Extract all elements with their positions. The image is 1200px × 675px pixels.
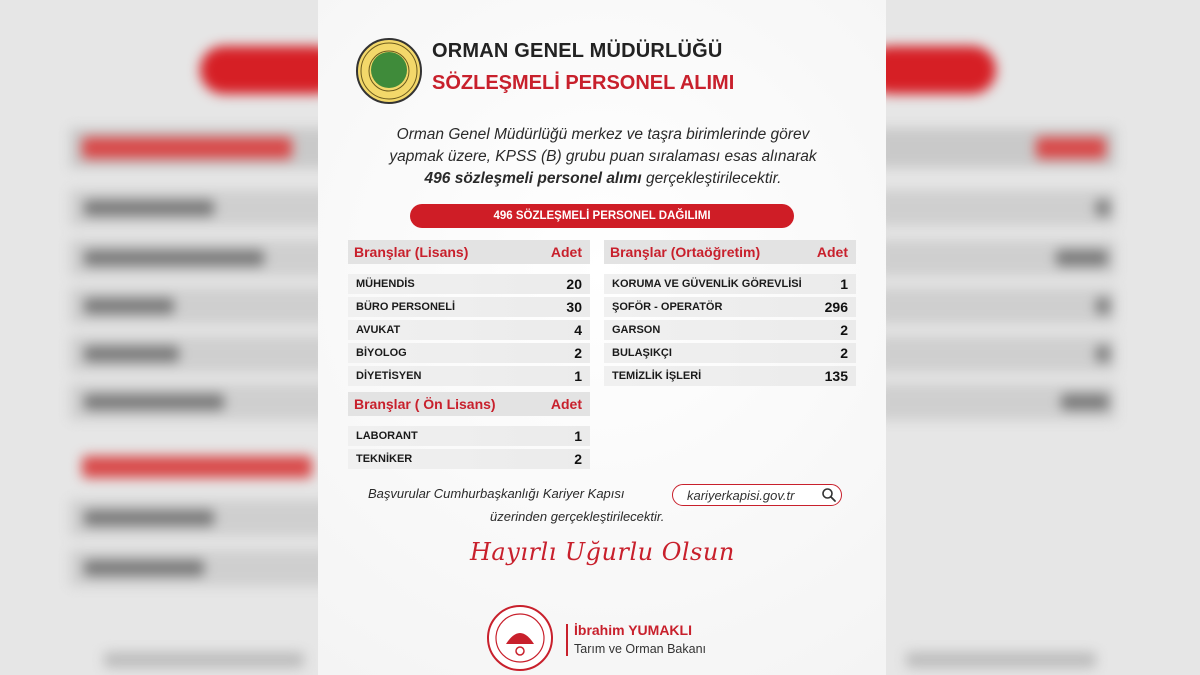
signature-greeting: Hayırlı Uğurlu Olsun	[470, 538, 735, 566]
branch-count: 1	[840, 276, 848, 292]
announcement-poster	[318, 0, 886, 675]
table-row	[604, 320, 856, 340]
branch-name: DİYETİSYEN	[356, 370, 422, 382]
branch-count: 1	[574, 368, 582, 384]
blurred-background-right	[886, 0, 1200, 675]
branch-count: 20	[566, 276, 582, 292]
ministry-seal-icon	[486, 604, 554, 672]
table-row	[604, 343, 856, 363]
intro-line-3	[348, 168, 858, 190]
minister-title: Tarım ve Orman Bakanı	[574, 642, 706, 656]
tree-emblem-icon	[371, 52, 407, 88]
intro-line-3-rest: gerçekleştirilecektir.	[641, 170, 782, 187]
table-ortaogretim	[604, 240, 856, 389]
career-portal-link[interactable]	[672, 484, 842, 506]
branch-name: LABORANT	[356, 430, 418, 442]
blurred-background-left	[0, 0, 318, 675]
branch-count: 2	[574, 451, 582, 467]
org-name-title: ORMAN GENEL MÜDÜRLÜĞÜ	[432, 40, 723, 62]
table-header-branch: Branşlar (Ortaöğretim)	[610, 244, 761, 260]
table-lisans	[348, 240, 590, 389]
branch-count: 135	[824, 368, 848, 384]
branch-name: MÜHENDİS	[356, 278, 415, 290]
branch-name: BÜRO PERSONELİ	[356, 301, 456, 313]
branch-name: TEMİZLİK İŞLERİ	[612, 370, 702, 382]
table-row	[348, 426, 590, 446]
branch-name: BİYOLOG	[356, 347, 407, 359]
branch-count: 30	[566, 299, 582, 315]
table-header	[604, 240, 856, 264]
table-header	[348, 240, 590, 264]
career-portal-url[interactable]: kariyerkapisi.gov.tr	[687, 487, 795, 503]
table-row	[348, 320, 590, 340]
recruitment-subtitle: SÖZLEŞMELİ PERSONEL ALIMI	[432, 72, 735, 94]
intro-paragraph	[348, 124, 858, 190]
table-header-branch: Branşlar (Lisans)	[354, 244, 469, 260]
intro-line-1: Orman Genel Müdürlüğü merkez ve taşra birimlerinde görev	[396, 126, 810, 143]
separator	[566, 624, 568, 656]
table-header	[348, 392, 590, 416]
table-row	[604, 366, 856, 386]
intro-highlight: 496 sözleşmeli personel alımı	[424, 170, 642, 187]
branch-name: KORUMA VE GÜVENLİK GÖREVLİSİ	[612, 278, 802, 290]
branch-name: ŞOFÖR - OPERATÖR	[612, 301, 723, 313]
branch-name: GARSON	[612, 324, 661, 336]
table-row	[348, 297, 590, 317]
branch-name: TEKNİKER	[356, 453, 413, 465]
application-text-1: Başvurular Cumhurbaşkanlığı Kariyer Kapısı	[368, 486, 625, 501]
ogm-logo	[356, 38, 422, 104]
branch-count: 2	[574, 345, 582, 361]
intro-line-2: yapmak üzere, KPSS (B) grubu puan sıralaması esas alınarak	[389, 148, 817, 165]
branch-count: 2	[840, 322, 848, 338]
table-header-branch: Branşlar ( Ön Lisans)	[354, 396, 496, 412]
minister-name: İbrahim YUMAKLI	[574, 622, 692, 638]
table-header-count: Adet	[550, 244, 582, 260]
branch-count: 2	[840, 345, 848, 361]
branch-count: 296	[824, 299, 848, 315]
table-row	[348, 449, 590, 469]
distribution-title-pill: 496 SÖZLEŞMELİ PERSONEL DAĞILIMI	[410, 204, 794, 228]
table-row	[348, 343, 590, 363]
table-header-count: Adet	[550, 396, 582, 412]
search-icon	[819, 485, 839, 505]
table-row	[348, 274, 590, 294]
application-text-2: üzerinden gerçekleştirilecektir.	[490, 509, 665, 524]
branch-name: BULAŞIKÇI	[612, 347, 672, 359]
branch-name: AVUKAT	[356, 324, 401, 336]
branch-count: 4	[574, 322, 582, 338]
branch-count: 1	[574, 428, 582, 444]
table-header-count: Adet	[816, 244, 848, 260]
table-row	[604, 274, 856, 294]
table-row	[604, 297, 856, 317]
table-on-lisans	[348, 392, 590, 472]
table-row	[348, 366, 590, 386]
